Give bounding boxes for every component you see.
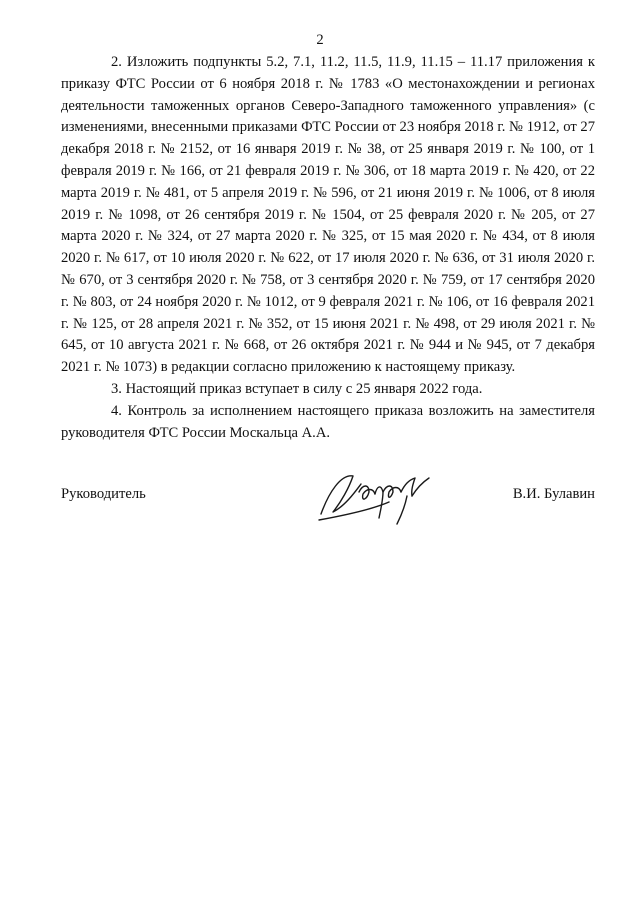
- signatory-name: В.И. Булавин: [512, 486, 595, 502]
- signature-block: [61, 462, 595, 542]
- signatory-title: Руководитель: [61, 486, 146, 502]
- document-body: [61, 52, 595, 444]
- paragraph-item-4: 4. Контроль за исполнением настоящего приказа возложить на заместителя руководителя ФТС России Москальца А.А.: [61, 402, 595, 441]
- page-number: 2: [316, 32, 324, 48]
- paragraph-item-2: 2. Изложить подпункты 5.2, 7.1, 11.2, 11.5, 11.9, 11.15 – 11.17 приложения к приказу ФТС России от 6 ноября 2018 г. № 1783 «О местонахождении и регионах деятельности таможенных органов Северо-Западного таможенного управления» (с изменениями, внесенными приказами ФТС России от 23 ноября 2018 г. № 1912, от 27 декабря 2018 г. № 2152, от 16 января 2019 г. № 38, от 25 января 2019 г. № 100, от 1 февраля 2019 г. № 166, от 21 февраля 2019 г. № 306, от 18 марта 2019 г. № 420, от 22 марта 2019 г. № 481, от 5 апреля 2019 г. № 596, от 21 июня 2019 г. № 1006, от 8 июля 2019 г. № 1098, от 26 сентября 2019 г. № 1504, от 25 февраля 2020 г. № 205, от 27 марта 2020 г. № 324, от 27 марта 2020 г. № 325, от 15 мая 2020 г. № 434, от 8 июля 2020 г. № 617, от 10 июля 2020 г. № 622, от 17 июля 2020 г. № 636, от 31 июля 2020 г. № 670, от 3 сентября 2020 г. № 758, от 3 сентября 2020 г. № 759, от 17 сентября 2020 г. № 803, от 24 ноября 2020 г. № 1012, от 9 февраля 2021 г. № 106, от 16 февраля 2021 г. № 125, от 28 апреля 2021 г. № 352, от 15 июня 2021 г. № 498, от 29 июля 2021 г. № 645, от 10 августа 2021 г. № 668, от 26 октября 2021 г. № 944 и № 945, от 7 декабря 2021 г. № 1073) в редакции согласно приложению к настоящему приказу.: [61, 54, 595, 376]
- handwritten-signature: [311, 462, 441, 532]
- paragraph-item-3: 3. Настоящий приказ вступает в силу с 25 января 2022 года.: [111, 380, 483, 397]
